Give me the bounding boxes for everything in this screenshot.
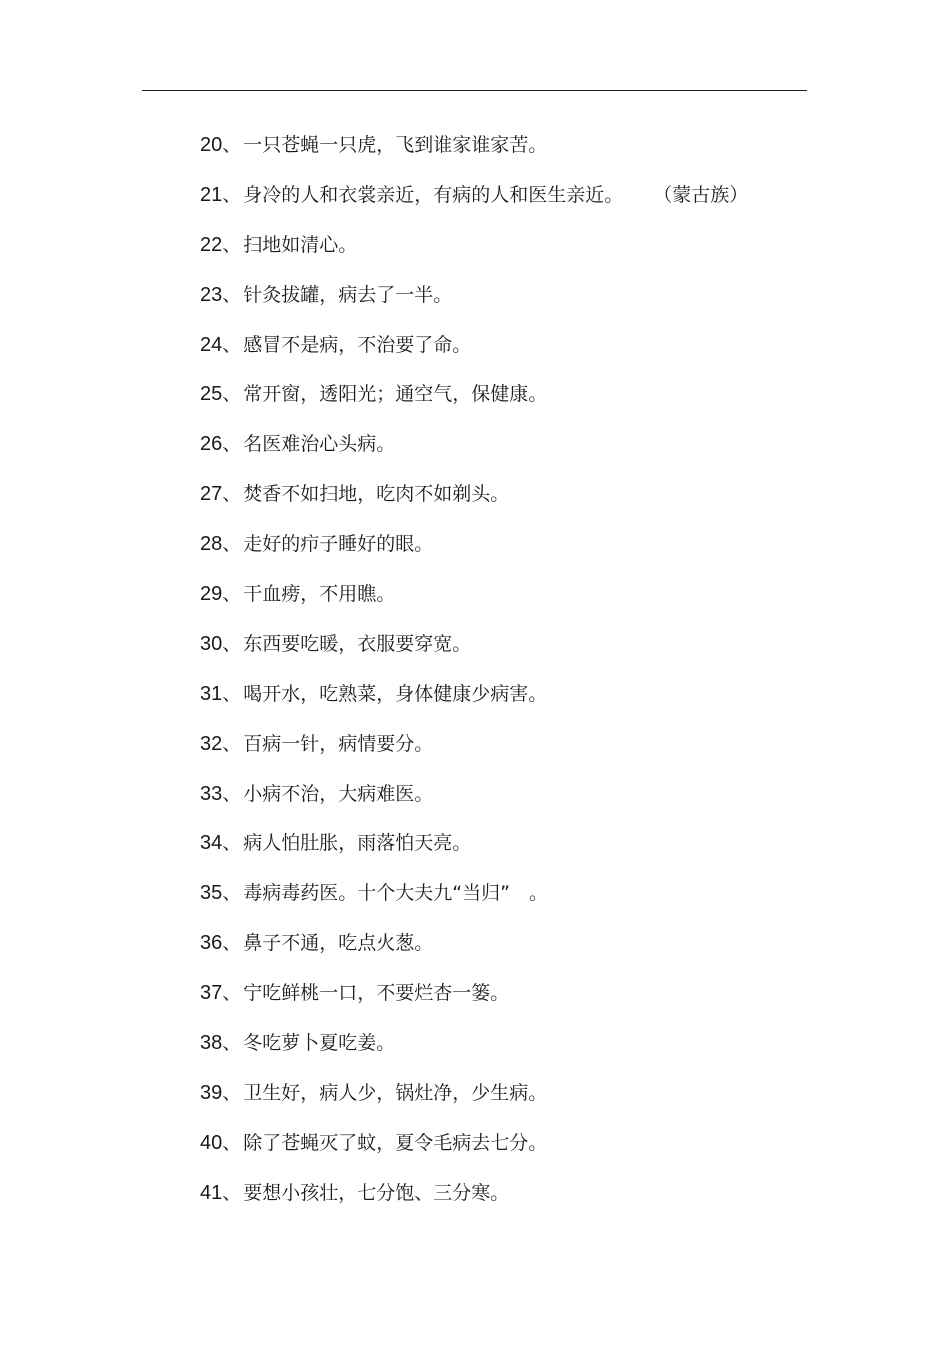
proverb-number: 25 <box>200 383 223 406</box>
proverb-text: 常开窗，透阳光；通空气，保健康。 <box>243 383 548 406</box>
proverb-item <box>200 727 820 777</box>
proverb-number: 30 <box>200 632 223 655</box>
proverb-text: 走好的疖子睡好的眼。 <box>243 533 434 556</box>
proverb-item <box>200 128 820 178</box>
proverb-separator: 、 <box>222 583 242 606</box>
proverb-item <box>200 328 820 378</box>
proverb-item <box>200 477 820 527</box>
proverb-item <box>200 228 820 278</box>
proverb-item <box>200 826 820 876</box>
proverb-item <box>200 876 820 926</box>
proverb-text: 鼻子不通，吃点火葱。 <box>243 932 434 955</box>
proverb-item <box>200 1176 820 1226</box>
proverb-number: 26 <box>200 433 223 456</box>
proverb-number: 20 <box>200 134 223 156</box>
proverb-number: 36 <box>200 932 223 955</box>
proverb-text: 感冒不是病，不治要了命。 <box>243 333 472 356</box>
proverb-separator: 、 <box>222 982 242 1005</box>
proverb-separator: 、 <box>222 832 242 855</box>
proverb-number: 24 <box>200 333 223 356</box>
proverb-text: 小病不治，大病难医。 <box>243 782 434 805</box>
proverb-separator: 、 <box>222 1181 242 1204</box>
proverb-item <box>200 1026 820 1076</box>
proverb-item <box>200 677 820 727</box>
proverb-separator: 、 <box>222 283 242 306</box>
proverb-separator: 、 <box>222 1081 242 1104</box>
proverb-separator: 、 <box>222 682 242 705</box>
proverb-separator: 、 <box>222 1032 242 1055</box>
proverb-number: 41 <box>200 1181 223 1204</box>
proverb-number: 39 <box>200 1081 223 1104</box>
proverb-text: 毒病毒药医。十个大夫九“当归” 。 <box>243 882 548 905</box>
proverb-number: 40 <box>200 1131 223 1154</box>
proverb-separator: 、 <box>222 134 242 156</box>
proverb-separator: 、 <box>222 632 242 655</box>
proverb-separator: 、 <box>222 183 242 206</box>
proverb-separator: 、 <box>222 433 242 456</box>
proverb-number: 31 <box>200 682 223 705</box>
proverb-item <box>200 427 820 477</box>
proverb-text: 病人怕肚胀，雨落怕天亮。 <box>243 832 472 855</box>
proverb-item <box>200 627 820 677</box>
proverb-separator: 、 <box>222 333 242 356</box>
proverb-separator: 、 <box>222 732 242 755</box>
proverb-item <box>200 1126 820 1176</box>
proverb-text: 一只苍蝇一只虎，飞到谁家谁家苦。 <box>243 134 548 156</box>
proverb-item <box>200 926 820 976</box>
proverb-item <box>200 577 820 627</box>
proverb-item <box>200 178 820 228</box>
proverb-item <box>200 777 820 827</box>
proverb-text: 百病一针，病情要分。 <box>243 732 434 755</box>
proverb-item <box>200 278 820 328</box>
proverb-text: 宁吃鲜桃一口，不要烂杏一篓。 <box>243 982 510 1005</box>
proverb-text: 焚香不如扫地，吃肉不如剃头。 <box>243 483 510 506</box>
proverb-text: 扫地如清心。 <box>243 233 358 256</box>
proverb-list <box>200 128 820 1226</box>
proverb-number: 29 <box>200 583 223 606</box>
proverb-text: 卫生好，病人少，锅灶净，少生病。 <box>243 1081 548 1104</box>
proverb-number: 38 <box>200 1032 223 1055</box>
proverb-number: 23 <box>200 283 223 306</box>
proverb-item <box>200 527 820 577</box>
proverb-separator: 、 <box>222 383 242 406</box>
proverb-text: 喝开水，吃熟菜，身体健康少病害。 <box>243 682 548 705</box>
proverb-separator: 、 <box>222 483 242 506</box>
proverb-separator: 、 <box>222 233 242 256</box>
proverb-number: 34 <box>200 832 223 855</box>
proverb-number: 28 <box>200 533 223 556</box>
proverb-text: 冬吃萝卜夏吃姜。 <box>243 1032 396 1055</box>
proverb-item <box>200 377 820 427</box>
proverb-text: 要想小孩壮，七分饱、三分寒。 <box>243 1181 510 1204</box>
proverb-text: 名医难治心头病。 <box>243 433 396 456</box>
proverb-number: 35 <box>200 882 223 905</box>
proverb-number: 33 <box>200 782 223 805</box>
proverb-text: 除了苍蝇灭了蚊，夏令毛病去七分。 <box>243 1131 548 1154</box>
proverb-number: 22 <box>200 233 223 256</box>
proverb-number: 37 <box>200 982 223 1005</box>
proverb-item <box>200 976 820 1026</box>
proverb-text: 身冷的人和衣裳亲近，有病的人和医生亲近。 <box>243 183 624 206</box>
proverb-separator: 、 <box>222 782 242 805</box>
proverb-text: 针灸拔罐，病去了一半。 <box>243 283 453 306</box>
header-rule <box>142 90 807 91</box>
proverb-number: 32 <box>200 732 223 755</box>
proverb-separator: 、 <box>222 932 242 955</box>
proverb-separator: 、 <box>222 882 242 905</box>
proverb-text: 干血痨，不用瞧。 <box>243 583 396 606</box>
proverb-note: （蒙古族） <box>653 183 749 206</box>
proverb-number: 21 <box>200 183 223 206</box>
proverb-number: 27 <box>200 483 223 506</box>
proverb-text: 东西要吃暖，衣服要穿宽。 <box>243 632 472 655</box>
proverb-item <box>200 1076 820 1126</box>
proverb-separator: 、 <box>222 533 242 556</box>
proverb-separator: 、 <box>222 1131 242 1154</box>
